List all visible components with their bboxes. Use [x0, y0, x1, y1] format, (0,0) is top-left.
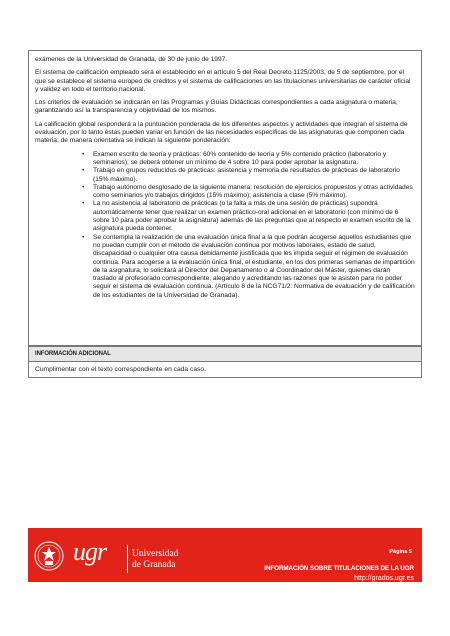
logo-divider [127, 545, 128, 573]
university-seal-icon [34, 541, 64, 571]
list-item: • Examen escrito de teoría y prácticas: 60% contenido de teoría y 5% contenido práctico (laboratorio y seminarios); se deberá obtener un mínimo de 4 sobre 10 para poder aprobar la asignatura. [93, 151, 415, 168]
list-item: • Trabajo en grupos reducidos de prácticas: asistencia y memoria de resultados de prácticas de laboratorio (15% máximo). [93, 167, 415, 184]
page-number: Página 5 [389, 549, 412, 555]
footer-url-link[interactable]: http://grados.ugr.es [354, 575, 414, 582]
university-name [132, 549, 178, 571]
list-item: • Trabajo autónomo desglosado de la siguiente manera: resolución de ejercicios propuestos y otras actividades como seminarios y/o trabajos dirigidos (15% máximo); asistencia a clase (5% máximo). [93, 184, 415, 201]
paragraph-exam-regulation: exámenes de la Universidad de Granada, de 30 de junio de 1997. [35, 56, 228, 63]
footer-info-title: INFORMACIÓN SOBRE TITULACIONES DE LA UGR [264, 565, 414, 572]
university-name-line2: de Granada [132, 560, 176, 570]
paragraph-global-grade: La calificación global responderá a la puntuación ponderada de los diferentes aspectos y actividades que integran el sistema de evaluación, por lo tanto éstas pueden variar en función de las necesidades específicas de las asignaturas que componen cada materia; de manera orientativa se indican la siguiente ponderación: [35, 120, 408, 145]
ugr-logo: ugr [73, 537, 107, 566]
additional-info-text: Cumplimentar con el texto correspondiente en cada caso. [28, 362, 422, 378]
additional-info-heading: INFORMACIÓN ADICIONAL [28, 346, 422, 362]
university-name-line1: Universidad [132, 549, 179, 559]
list-item: • La no asistencia al laboratorio de prácticas (o la falta a más de una sesión de prácticas) supondrá automáticamente tener que realizar un examen práctico-oral adicional en el laboratorio (con mínimo de 6 sobre 10 para poder aprobar la asignatura) además de las preguntas que al respecto el examen escrito de la asignatura pueda contener. [93, 200, 415, 233]
list-item: • Se contempla la realización de una evaluación única final a la que podrán acogerse aquellos estudiantes que no puedan cumplir con el método de evaluación continua por motivos laborales, estado de salud, discapacidad o cualquier otra causa debidamente justificada que les impida seguir el régimen de evaluación continua. Para acogerse a la evaluación única final, el estudiante, en los dos primeras semanas de impartición de la asignatura, lo solicitará al Director del Departamento o al Coordinador del Máster, quienes darán traslado al profesorado correspondiente, alegando y acreditando las razones que le asisten para no poder seguir el sistema de evaluación continua. (Artículo 8 de la NCG71/2: Normativa de evaluación y de calificación de los estudiantes de la Universidad de Granada). [93, 234, 415, 300]
paragraph-evaluation-criteria: Los criterios de evaluación se indicarán en las Programas y Guías Didácticas correspondientes a cada asignatura o materia, garantizando así la transparencia y objetividad de los mismos. [35, 99, 398, 115]
paragraph-grading-system: El sistema de calificación empleado será el establecido en el artículo 5 del Real Decreto 1125/2003, de 5 de septiembre, por el que se establece el sistema europeo de créditos y el sistema de calificaciones en las titulaciones universitarias de carácter oficial y validez en todo el territorio nacional. [35, 69, 411, 93]
weighting-list [35, 151, 415, 300]
evaluation-section [28, 50, 422, 346]
